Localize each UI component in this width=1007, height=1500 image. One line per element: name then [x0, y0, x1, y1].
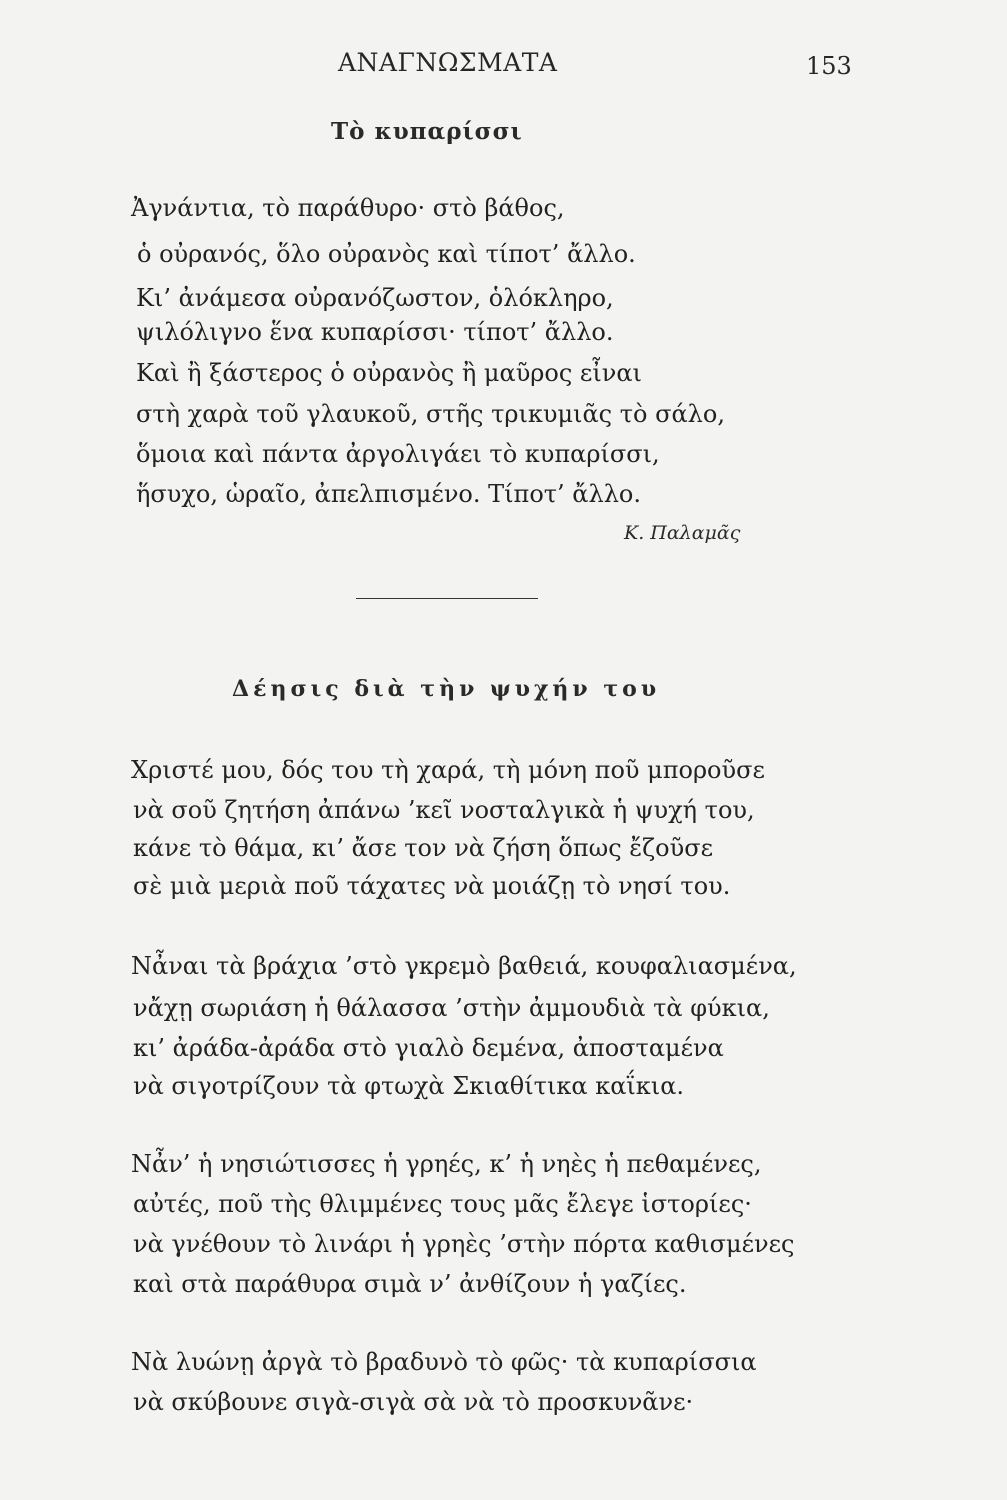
poem-line: ψιλόλιγνο ἕνα κυπαρίσσι· τίποτ’ ἄλλο.: [136, 318, 614, 346]
section-divider: [356, 598, 538, 599]
running-head: ΑΝΑΓΝΩΣΜΑΤΑ: [338, 48, 558, 77]
poem-line: αὐτές, ποῦ τὴς θλιμμένες τους μᾶς ἔλεγε ἱστορίες·: [133, 1190, 752, 1218]
poem-line: νὰ σκύβουνε σιγὰ-σιγὰ σὰ νὰ τὸ προσκυνᾶνε·: [133, 1388, 694, 1416]
poem-line: Καὶ ἢ ξάστερος ὁ οὐρανὸς ἢ μαῦρος εἶναι: [136, 359, 642, 387]
poem-line: νἄχῃ σωριάση ἡ θάλασσα ’στὴν ἀμμουδιὰ τὰ φύκια,: [133, 994, 770, 1022]
page-number: 153: [806, 52, 852, 80]
poem-line: Νὰ λυώνῃ ἀργὰ τὸ βραδυνὸ τὸ φῶς· τὰ κυπαρίσσια: [131, 1348, 757, 1376]
poem-line: Νἆναι τὰ βράχια ’στὸ γκρεμὸ βαθειά, κουφαλιασμένα,: [131, 952, 797, 980]
poem-line: Ἀγνάντια, τὸ παράθυρο· στὸ βάθος,: [131, 194, 565, 222]
poem-line: στὴ χαρὰ τοῦ γλαυκοῦ, στῆς τρικυμιᾶς τὸ σάλο,: [136, 400, 725, 428]
author-signature: Κ. Παλαμᾶς: [624, 522, 741, 544]
poem-line: ὅμοια καὶ πάντα ἀργολιγάει τὸ κυπαρίσσι,: [136, 440, 660, 468]
poem-line: κι’ ἀράδα-ἀράδα στὸ γιαλὸ δεμένα, ἀποσταμένα: [133, 1034, 724, 1062]
poem-line: καὶ στὰ παράθυρα σιμὰ ν’ ἀνθίζουν ἡ γαζίες.: [133, 1270, 687, 1298]
poem-line: νὰ γνέθουν τὸ λινάρι ἡ γρηὲς ’στὴν πόρτα καθισμένες: [133, 1230, 795, 1258]
poem-line: νὰ σοῦ ζητήση ἀπάνω ’κεῖ νοσταλγικὰ ἡ ψυχή του,: [133, 796, 755, 824]
poem-line: ὁ οὐρανός, ὅλο οὐρανὸς καὶ τίποτ’ ἄλλο.: [137, 240, 636, 268]
poem-line: ἥσυχο, ὡραῖο, ἀπελπισμένο. Τίποτ’ ἄλλο.: [136, 480, 642, 508]
poem-line: Κι’ ἀνάμεσα οὐρανόζωστον, ὁλόκληρο,: [136, 284, 614, 312]
poem-line: Νἆν’ ἡ νησιώτισσες ἡ γρηές, κ’ ἡ νηὲς ἡ πεθαμένες,: [131, 1150, 762, 1178]
poem-line: Χριστέ μου, δός του τὴ χαρά, τὴ μόνη ποῦ μποροῦσε: [131, 756, 765, 784]
poem-title: Τὸ κυπαρίσσι: [331, 118, 523, 145]
poem-line: κάνε τὸ θάμα, κι’ ἄσε τον νὰ ζήση ὅπως ἔζοῦσε: [133, 834, 714, 862]
poem-title: Δέησις διὰ τὴν ψυχήν του: [232, 676, 661, 702]
poem-line: νὰ σιγοτρίζουν τὰ φτωχὰ Σκιαθίτικα καΐκια.: [133, 1072, 685, 1100]
poem-line: σὲ μιὰ μεριὰ ποῦ τάχατες νὰ μοιάζῃ τὸ νησί του.: [133, 872, 731, 900]
